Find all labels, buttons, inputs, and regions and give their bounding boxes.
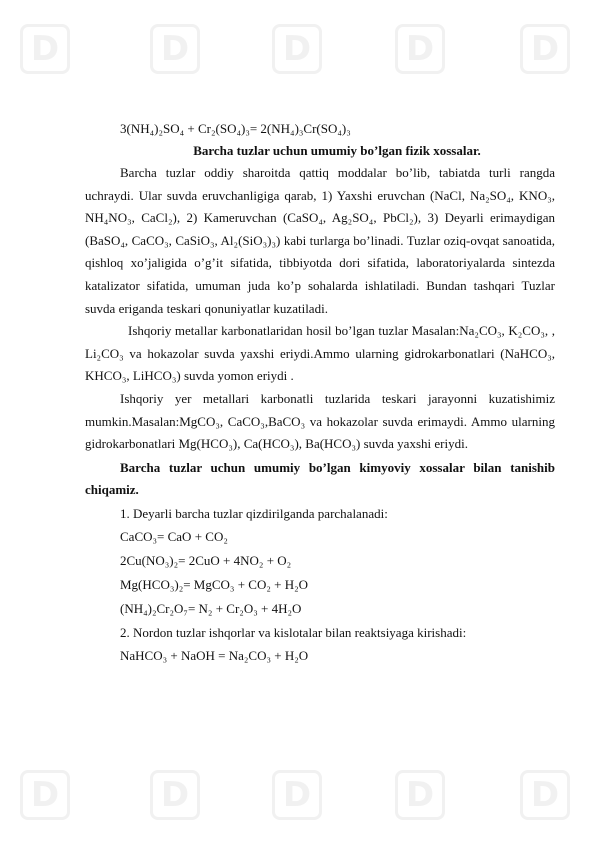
- watermark-logo: D: [20, 770, 70, 820]
- paragraph-alkaline-earth-carbonates: Ishqoriy yer metallari karbonatli tuzlarida teskari jarayonni kuzatishimiz mumkin.Masalan:MgCO₃, CaCO₃,BaCO₃ va hokazolar suvda erimaydi. Ammo ularning gidrokarbonatlari Mg(HCO₃), Ca(HCO₃), Ba(HCO₃) suvda yaxshi eriydi.: [85, 390, 555, 452]
- equation-line: (NH₄)₂Cr₂O₇= N₂ + Cr₂O₃ + 4H₂O: [120, 600, 302, 616]
- watermark-logo: D: [272, 770, 322, 820]
- heading-physical-properties: Barcha tuzlar uchun umumiy bo’lgan fizik xossalar.: [193, 143, 481, 158]
- paragraph-solubility: Barcha tuzlar oddiy sharoitda qattiq moddalar bo’lib, tabiatda turli rangda uchraydi. Ular suvda eruvchanligiga qarab, 1) Yaxshi eruvchan (NaCl, Na₂SO₄, KNO₃, NH₄NO₃, CaCl₂), 2) Kameruvchan (CaSO₄, Ag₂SO₄, PbCl₂), 3) Deyarli erimaydigan (BaSO₄, CaCO₃, CaSiO₃, Al₂(SiO₃)₃) kabi turlarga bo’linadi. Tuzlar oziq-ovqat sanoatida, qishloq xo’jaligida o’g’it sifatida, tibbiyotda dori sifatida, laboratoriyalarda sintezda katalizator sifatida, umuman juda ko’p sohalarda ishlatiladi. Bundan tashqari Tuzlar suvda eriganda teskari qonuniyatlar kuzatiladi.: [85, 165, 555, 316]
- watermark-logo: D: [20, 24, 70, 74]
- section-2-title: 2. Nordon tuzlar ishqorlar va kislotalar bilan reaktsiyaga kirishadi:: [120, 624, 467, 640]
- heading-chemical-properties: Barcha tuzlar uchun umumiy bo’lgan kimyoviy xossalar bilan tanishib chiqamiz.: [85, 459, 555, 498]
- equation-line: NaHCO₃ + NaOH = Na₂CO₃ + H₂O: [120, 647, 309, 663]
- equation-line: CaCO₃= CaO + CO₂: [120, 528, 228, 544]
- paragraph-alkali-carbonates: Ishqoriy metallar karbonatlaridan hosil bo’lgan tuzlar Masalan:Na₂CO₃, K₂CO₃, , Li₂CO₃ va hokazolar suvda yaxshi eriydi.Ammo ularning gidrokarbonatlari (NaHCO₃, KHCO₃, LiHCO₃) suvda yomon eriydi .: [85, 323, 555, 384]
- document-page: [85, 117, 555, 668]
- watermark-logo: D: [150, 24, 200, 74]
- watermark-logo: D: [520, 770, 570, 820]
- equation-top: 3(NH₄)₂SO₄ + Cr₂(SO₄)₃= 2(NH₄)₃Cr(SO₄)₃: [120, 121, 351, 136]
- equation-line: Mg(HCO₃)₂= MgCO₃ + CO₂ + H₂O: [120, 576, 309, 592]
- watermark-logo: D: [272, 24, 322, 74]
- watermark-logo: D: [150, 770, 200, 820]
- equation-line: 2Cu(NO₃)₂= 2CuO + 4NO₂ + O₂: [120, 552, 292, 568]
- section-1-title: 1. Deyarli barcha tuzlar qizdirilganda parchalanadi:: [120, 505, 388, 521]
- watermark-logo: D: [395, 24, 445, 74]
- watermark-logo: D: [520, 24, 570, 74]
- watermark-logo: D: [395, 770, 445, 820]
